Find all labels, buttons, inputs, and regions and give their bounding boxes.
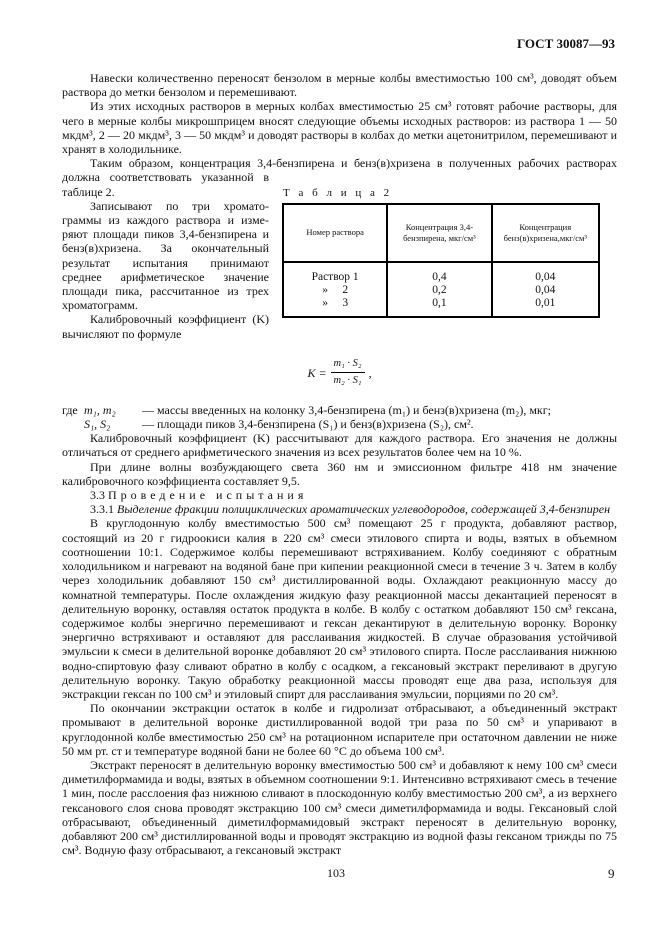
benzchrysene-column: [492, 262, 599, 317]
formula-numerator: m₁ · S₂: [331, 357, 365, 373]
table-cell: 0,2: [432, 283, 447, 296]
page-number-center: 103: [327, 866, 345, 880]
table-cell: 0,04: [535, 270, 556, 283]
definitions: [62, 403, 617, 431]
solution-column: [283, 262, 387, 317]
calibration-formula: [62, 351, 617, 395]
paragraph: Из этих исходных растворов в мерных колбах вместимостью 25 см³ готовят рабочие растворы, для чего в мерные колбы микрошприцем вносят следующие объемы исходных растворов: из раствора 1 — 50 мкдм³, 2 — 20 мкдм³, 3 — 50 мкдм³ и доводят растворы в колбах до метки ацетонитрилом, перемешивают и хранят в холодильнике.: [62, 99, 617, 157]
table-body-row: [283, 262, 599, 317]
formula-denominator: m₂ · S₁: [333, 375, 362, 387]
document-body: [62, 71, 617, 857]
paragraph: Записывают по три хроматограммы из каждого раствора и измеряют площади пиков 3,4-бензпирена и бенз(в)хризена. За окончательный результат испытания принимают среднее арифметическое значение площади пика, рассчитанное из трех хроматограмм.: [62, 198, 269, 313]
subsection-heading: [62, 502, 617, 516]
column-header: Концентрация бенз(в)хризена,мкг/см³: [492, 204, 599, 262]
document-standard-header: ГОСТ 30087—93: [516, 36, 615, 51]
table-cell: 0,01: [535, 296, 556, 309]
formula-tail: ,: [368, 365, 372, 380]
table-cell: » 2: [322, 283, 349, 296]
paragraph: По окончании экстракции остаток в колбе и гидролизат отбрасывают, а объединенный экстракт промывают в делительной воронке дистиллированной водой три раза по 50 см³ и упаривают в круглодонной колбе вместимостью 250 см³ на ротационном испарителе при остаточном давлении не ниже 50 мм рт. ст и температуре водяной бани не более 60 °С до объема 100 см³.: [62, 701, 617, 758]
paragraph: Калибровочный коэффициент (K) вычисляют по формуле: [62, 312, 269, 341]
subsection-title: Выделение фракции полициклических ароматических углеводородов, содержащей 3,4-бензпирен: [117, 502, 611, 517]
table-2: [282, 185, 600, 318]
paragraph: При длине волны возбуждающего света 360 нм и эмиссионном фильтре 418 нм значение калибровочного коэффициента составляет 9,5.: [62, 459, 617, 488]
formula-fraction: [331, 357, 365, 388]
table-cell: 0,04: [535, 283, 556, 296]
column-header: Номер раствора: [283, 204, 387, 262]
section-number: 3.3: [90, 488, 105, 503]
benzpyrene-column: [387, 262, 491, 317]
concentration-table: [282, 203, 600, 318]
definition-indent: [62, 417, 84, 431]
table-cell: 0,1: [432, 296, 447, 309]
definition-symbol: m₁, m₂: [84, 402, 116, 417]
paragraph: Таким образом, концентрация 3,4-бензпирена и бенз(в)хризена в полученных рабочих растворах должна соответствовать указанной в таблице 2.: [62, 156, 617, 199]
paragraph: В круглодонную колбу вместимостью 500 см³ помещают 25 г продукта, добавляют раствор, состоящий из 20 г гидроокиси калия в 220 см³ смеси этилового спирта и воды, взятых в объемном соотношении 10:1. Содержимое колбы перемешивают встряхиванием. Колбу соединяют с обратным холодильником и нагревают на водяной бане при кипении реакционной смеси в течение 3 ч. Затем в колбу через холодильник добавляют 150 см³ дистиллированной воды. Охлаждают реакционную массу до комнатной температуры. После охлаждения жидкую фазу реакционной массы декантацией переносят в делительную воронку, оставляя остаток продукта в колбе. В колбу с остатком добавляют 150 см³ гексана, содержимое колбы энергично перемешивают и гексан декантируют в делительную воронку. Воронку энергично встряхивают и оставляют для расслаивания жидкостей. В случае образования устойчивой эмульсии к смеси в делительной воронке добавляют 20 см³ этилового спирта. После расслаивания нижнюю водно-спиртовую фазу сливают обратно в колбу с осадком, а гексановый экстракт переливают в другую делительную воронку. Такую обработку реакционной массы проводят еще два раза, используя для экстракции гексан по 100 см³ и этиловый спирт для расслаивания эмульсии, порциями по 20 см³.: [62, 516, 617, 701]
paragraph: Экстракт переносят в делительную воронку вместимостью 500 см³ и добавляют к нему 100 см³ смеси диметилформамида и воды, взятых в объемном соотношении 9:1. Интенсивно встряхивают смесь в течение 1 мин, после расслоения фаз нижнюю сливают в плоскодонную колбу вместимостью 200 см³, а из верхнего гексанового слоя снова проводят экстракцию 100 см³ смеси диметилформамида и воды. Гексановый слой отбрасывают, объединенный диметилформамидовый экстракт переносят в делительную воронку, добавляют 200 см³ дистиллированной воды и проводят экстракцию из водной фазы гексаном трижды по 75 см³. Водную фазу отбрасывают, а гексановый экстракт: [62, 757, 617, 858]
table-cell: » 3: [322, 296, 349, 309]
section-heading: [62, 488, 617, 502]
definition-text: — площади пиков 3,4-бензпирена (S₁) и бенз(в)хризена (S₂), см².: [142, 417, 474, 432]
page-number-right: 9: [608, 866, 615, 881]
definition-symbol: S₁, S₂: [84, 417, 111, 432]
section-title: Проведение испытания: [108, 488, 308, 503]
definition-item: [62, 403, 617, 417]
subsection-number: 3.3.1: [90, 502, 114, 517]
definition-item: [62, 417, 617, 431]
table-header-row: [283, 204, 599, 262]
definition-text: — массы введенных на колонку 3,4-бензпирена (m₁) и бенз(в)хризена (m₂), мкг;: [142, 402, 552, 417]
definitions-lead: где: [62, 402, 78, 417]
formula-lhs: K =: [307, 365, 327, 380]
paragraph: Калибровочный коэффициент (K) рассчитывают для каждого раствора. Его значения не должны отличаться от среднего арифметического значения из всех результатов более чем на 10 %.: [62, 431, 617, 460]
table-caption: Т а б л и ц а 2: [283, 186, 393, 199]
table-cell: Раствор 1: [311, 270, 359, 283]
paragraph: Навески количественно переносят бензолом в мерные колбы вместимостью 100 см³, доводят объем раствора до метки бензолом и перемешивают.: [62, 71, 617, 100]
column-header: Концентрация 3,4-бензпирена, мкг/см³: [387, 204, 491, 262]
table-cell: 0,4: [432, 270, 447, 283]
